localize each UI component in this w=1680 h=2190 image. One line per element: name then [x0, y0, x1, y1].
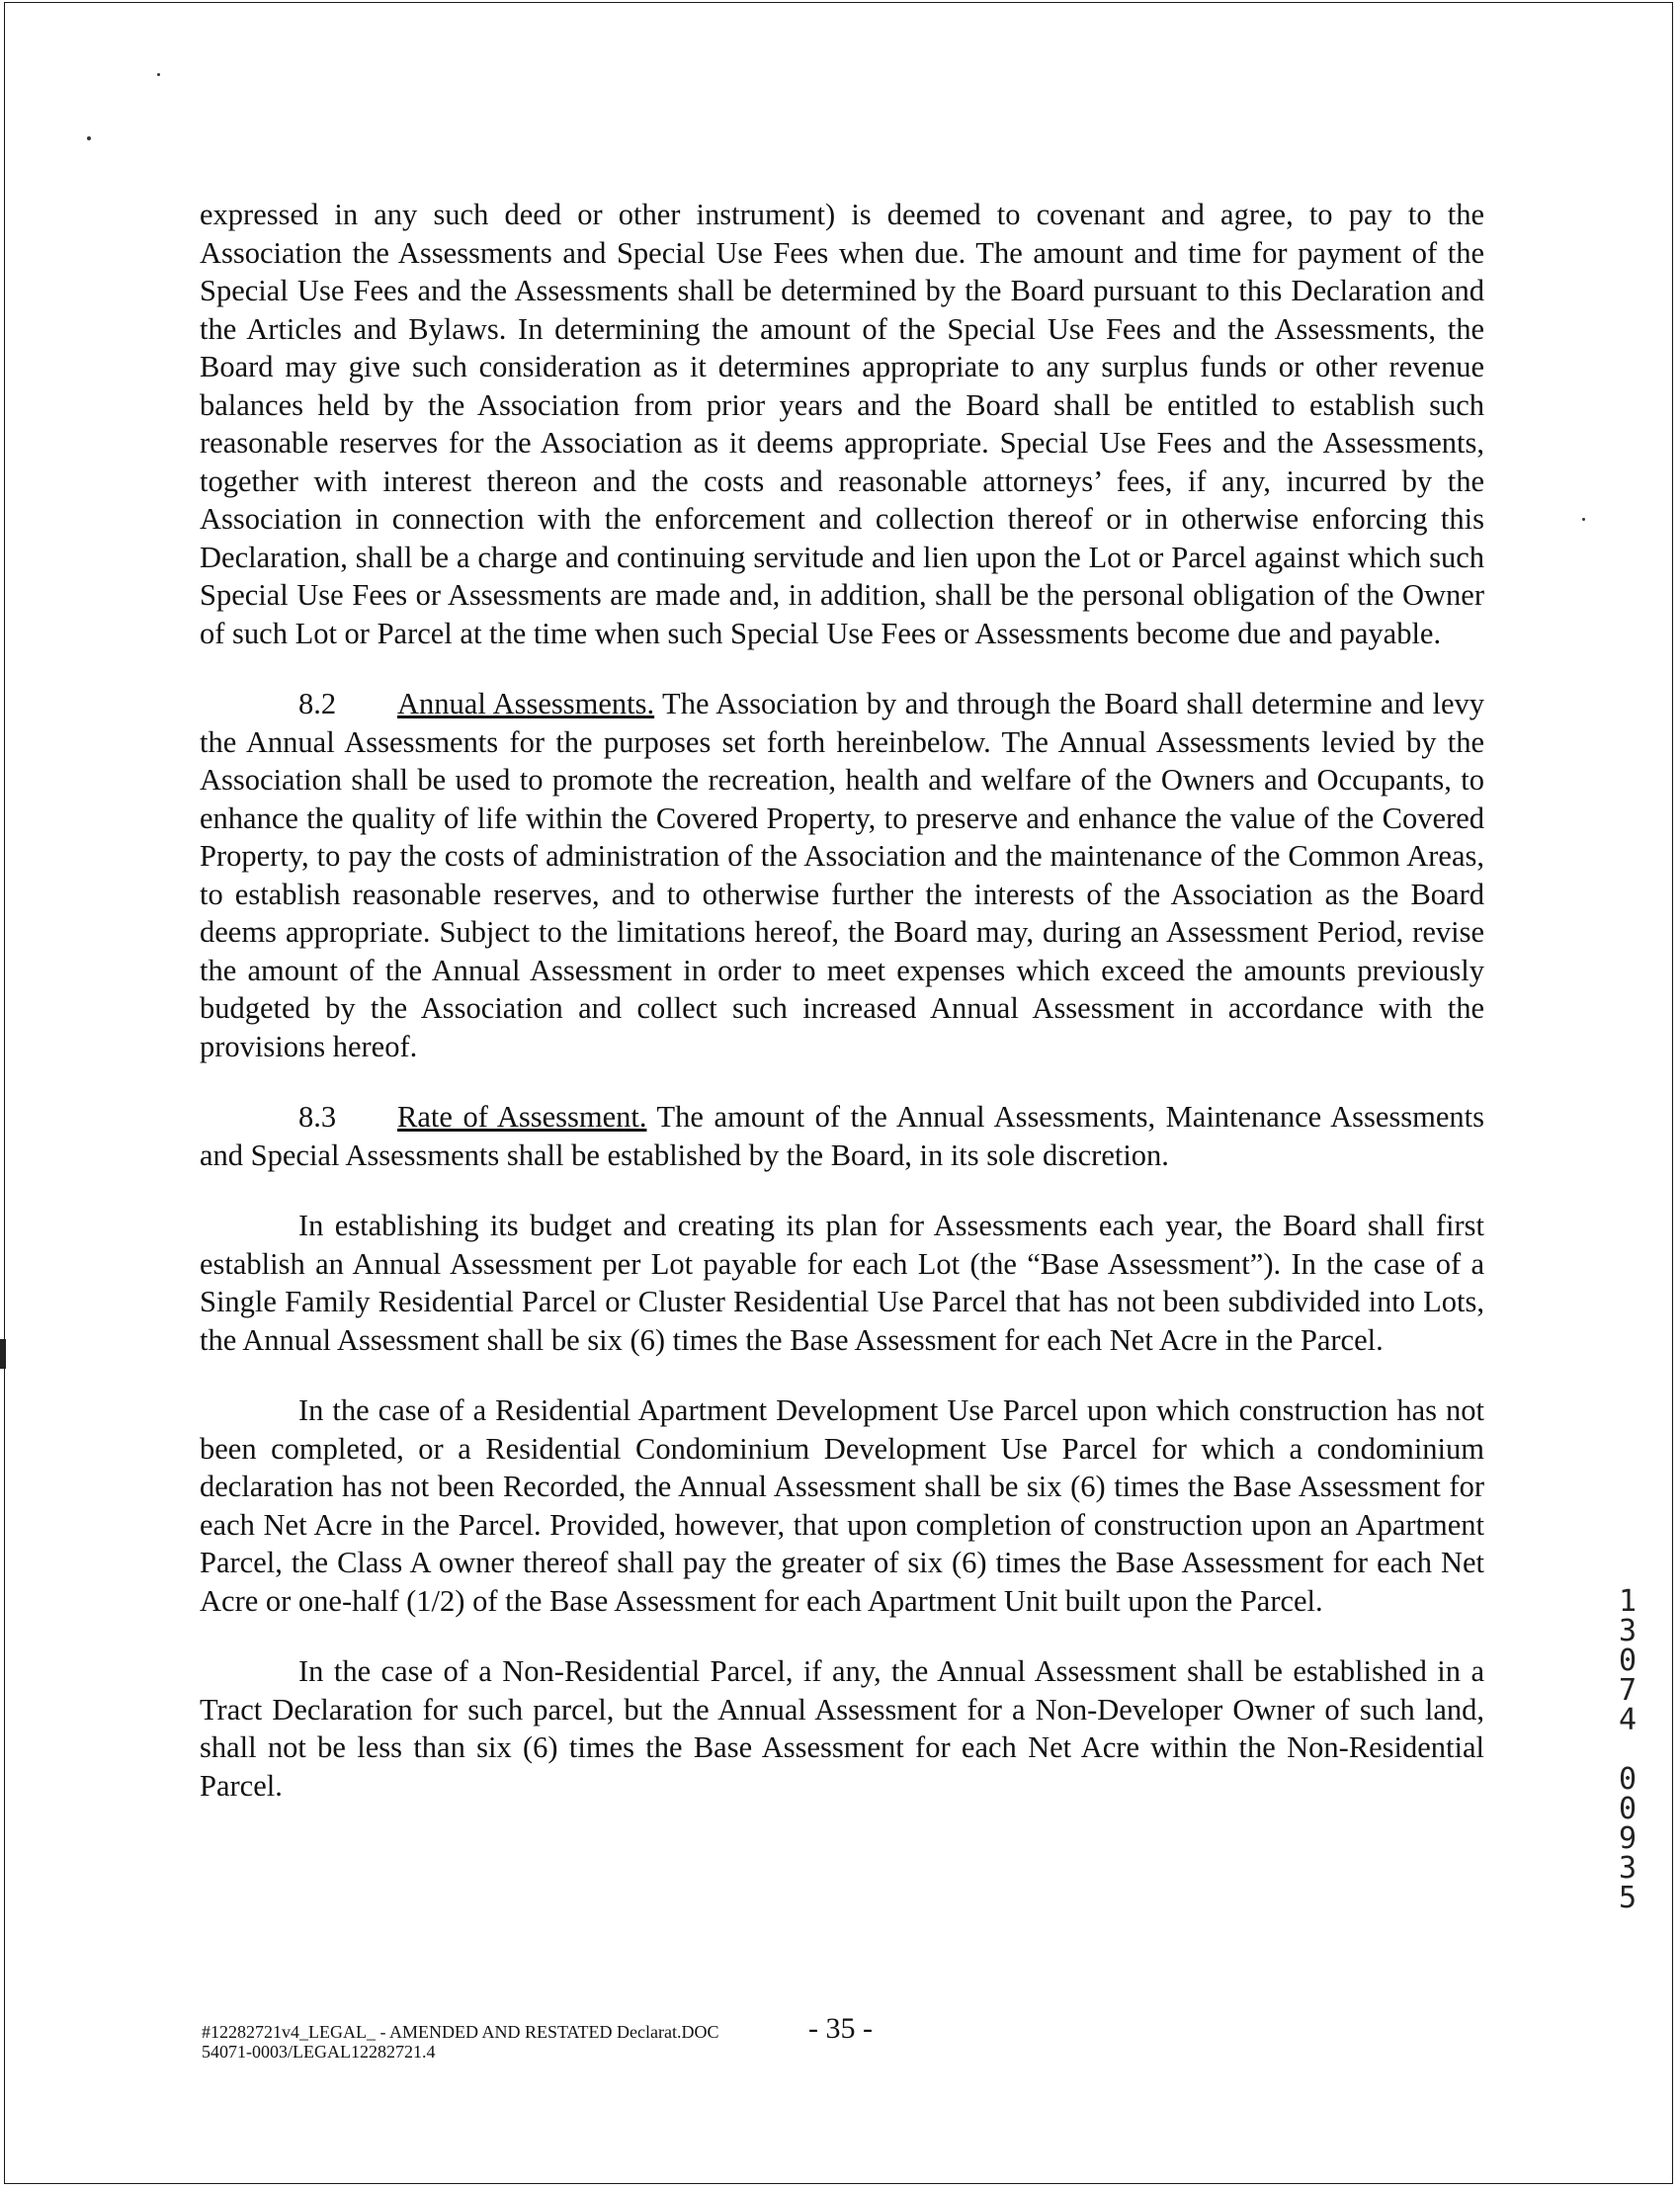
stamp-digit: 5	[1618, 1881, 1638, 1915]
section-number: 8.2	[298, 687, 337, 720]
paragraph-assessments-lien: expressed in any such deed or other instrument) is deemed to covenant and agree, to pay to the Association the Assessments and Special Use Fees when due. The amount and time for payment of the Special Use Fees and the Assessments shall be determined by the Board pursuant to this Declaration and the Articles and Bylaws. In determining the amount of the Special Use Fees and the Assessments, the Board may give such consideration as it determines appropriate to any surplus funds or other revenue balances held by the Association from prior years and the Board shall be entitled to establish such reasonable reserves for the Association as it deems appropriate. Special Use Fees and the Assessments, together with interest thereon and the costs and reasonable attorneys’ fees, if any, incurred by the Association in connection with the enforcement and collection thereof or in otherwise enforcing this Declaration, shall be a charge and continuing servitude and lien upon the Lot or Parcel against which such Special Use Fees or Assessments are made and, in addition, shall be the personal obligation of the Owner of such Lot or Parcel at the time when such Special Use Fees or Assessments become due and payable.	[200, 198, 1484, 650]
paragraph-base-assessment: In establishing its budget and creating its plan for Assessments each year, the Board shall first establish an Annual Assessment per Lot payable for each Lot (the “Base Assessment”). In the case of a Single Family Residential Parcel or Cluster Residential Use Parcel that has not been subdivided into Lots, the Annual Assessment shall be six (6) times the Base Assessment for each Net Acre in the Parcel.	[200, 1209, 1484, 1357]
section-number: 8.3	[298, 1100, 337, 1134]
stamp-gap	[1613, 1735, 1642, 1765]
section-8-2	[200, 685, 1484, 1065]
page-number: - 35 -	[808, 2012, 873, 2045]
section-body: The Association by and through the Board shall determine and levy the Annual Assessments for the purposes set forth hereinbelow. The Annual Assessments levied by the Association shall be used to promote the recreation, health and welfare of the Owners and Occupants, to enhance the quality of life within the Covered Property, to preserve and enhance the value of the Covered Property, to pay the costs of administration of the Association and the maintenance of the Common Areas, to establish reasonable reserves, and to otherwise further the interests of the Association as the Board deems appropriate. Subject to the limitations hereof, the Board may, during an Assessment Period, revise the amount of the Annual Assessment in order to meet expenses which exceed the amounts previously budgeted by the Association and collect such increased Annual Assessment in accordance with the provisions hereof.	[200, 687, 1485, 1063]
stamp-digit: 9	[1618, 1821, 1638, 1856]
side-stamp	[1613, 1584, 1642, 1915]
footer-line-2: 54071-0003/LEGAL12282721.4	[202, 2042, 436, 2062]
stamp-digit: 0	[1618, 1643, 1638, 1678]
paragraph-non-residential: In the case of a Non-Residential Parcel, if any, the Annual Assessment shall be established in a Tract Declaration for such parcel, but the Annual Assessment for a Non-Developer Owner of such land, shall not be less than six (6) times the Base Assessment for each Net Acre within the Non-Residential Parcel.	[200, 1654, 1484, 1803]
scan-speck	[1582, 518, 1585, 521]
footer-line-1: #12282721v4_LEGAL_ - AMENDED AND RESTATED Declarat.DOC	[202, 2022, 719, 2042]
stamp-digit: 7	[1618, 1673, 1638, 1708]
scan-edge-mark	[0, 1339, 6, 1369]
scan-speck	[87, 136, 91, 140]
scan-speck	[157, 73, 160, 76]
stamp-digit: 3	[1618, 1614, 1638, 1648]
paragraph-apartment-parcel: In the case of a Residential Apartment Development Use Parcel upon which construction has not been completed, or a Residential Condominium Development Use Parcel for which a condominium declaration has not been Recorded, the Annual Assessment shall be six (6) times the Base Assessment for each Net Acre in the Parcel. Provided, however, that upon completion of construction upon an Apartment Parcel, the Class A owner thereof shall pay the greater of six (6) times the Base Assessment for each Net Acre or one-half (1/2) of the Base Assessment for each Apartment Unit built upon the Parcel.	[200, 1393, 1484, 1618]
section-body: The amount of the Annual Assessments, Maintenance Assessments and Special Assessments shall be established by the Board, in its sole discretion.	[200, 1100, 1484, 1172]
stamp-digit: 4	[1618, 1703, 1638, 1737]
section-8-3	[200, 1098, 1484, 1174]
stamp-digit: 3	[1618, 1851, 1638, 1886]
stamp-digit: 0	[1618, 1762, 1638, 1797]
document-body	[200, 196, 1484, 1805]
section-title: Annual Assessments.	[397, 687, 655, 720]
stamp-digit: 0	[1618, 1792, 1638, 1826]
stamp-digit: 1	[1618, 1584, 1638, 1619]
section-title: Rate of Assessment.	[397, 1100, 647, 1134]
footer-doc-id	[202, 2022, 719, 2062]
